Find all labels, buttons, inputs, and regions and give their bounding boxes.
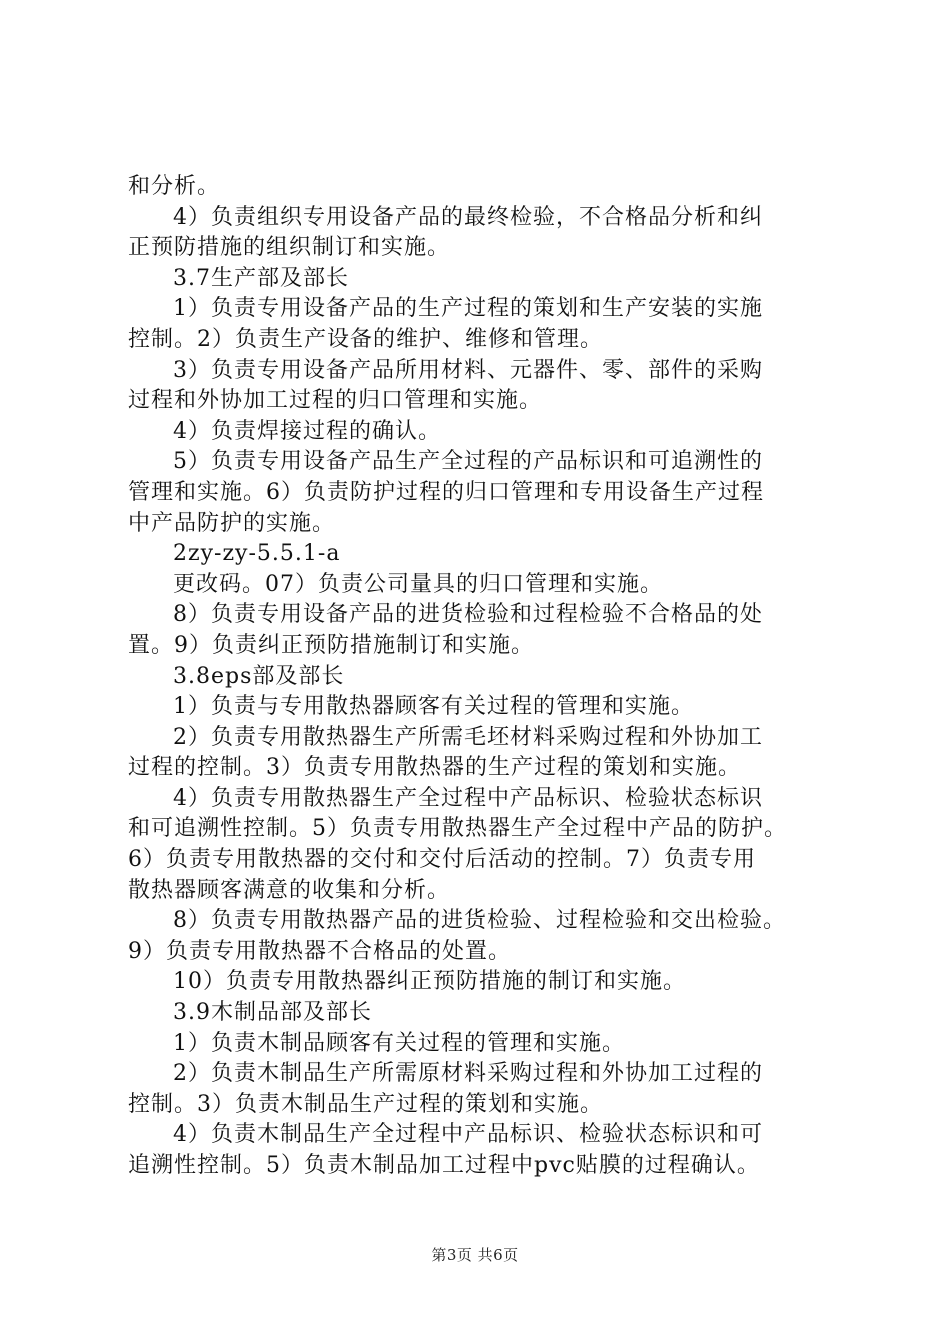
page-footer: 第3页 共6页: [431, 1246, 519, 1264]
text-line: 更改码。07）负责公司量具的归口管理和实施。: [173, 571, 663, 597]
text-line: 正预防措施的组织制订和实施。: [128, 235, 451, 261]
text-line: 过程的控制。3）负责专用散热器的生产过程的策划和实施。: [128, 755, 741, 781]
text-line: 4）负责木制品生产全过程中产品标识、检验状态标识和可: [173, 1122, 763, 1148]
text-line: 4）负责组织专用设备产品的最终检验，不合格品分析和纠: [173, 204, 763, 230]
text-line: 4）负责焊接过程的确认。: [173, 418, 441, 444]
text-line: 置。9）负责纠正预防措施制订和实施。: [128, 632, 534, 658]
text-line: 6）负责专用散热器的交付和交付后活动的控制。7）负责专用: [128, 847, 756, 873]
text-line: 过程和外协加工过程的归口管理和实施。: [128, 388, 543, 414]
text-line: 和可追溯性控制。5）负责专用散热器生产全过程中产品的防护。: [128, 816, 787, 842]
text-line: 散热器顾客满意的收集和分析。: [128, 877, 451, 903]
text-line: 和分析。: [128, 174, 221, 199]
text-line: 控制。2）负责生产设备的维护、维修和管理。: [128, 326, 603, 352]
text-line: 8）负责专用散热器产品的进货检验、过程检验和交出检验。: [173, 908, 786, 934]
text-line: 1）负责木制品顾客有关过程的管理和实施。: [173, 1030, 625, 1056]
text-line: 1）负责专用设备产品的生产过程的策划和生产安装的实施: [173, 296, 763, 322]
text-line: 9）负责专用散热器不合格品的处置。: [128, 938, 511, 964]
text-line: 1）负责与专用散热器顾客有关过程的管理和实施。: [173, 694, 694, 720]
text-line: 3）负责专用设备产品所用材料、元器件、零、部件的采购: [173, 357, 763, 383]
text-line: 管理和实施。6）负责防护过程的归口管理和专用设备生产过程: [128, 479, 764, 505]
text-line: 2）负责专用散热器生产所需毛坯材料采购过程和外协加工: [173, 724, 763, 750]
text-line: 控制。3）负责木制品生产过程的策划和实施。: [128, 1091, 603, 1117]
document-body: [128, 172, 840, 1182]
text-line: 5）负责专用设备产品生产全过程的产品标识和可追溯性的: [173, 449, 763, 475]
text-line: 4）负责专用散热器生产全过程中产品标识、检验状态标识: [173, 785, 763, 811]
text-line: 3.9木制品部及部长: [173, 1000, 372, 1026]
text-line: 2）负责木制品生产所需原材料采购过程和外协加工过程的: [173, 1061, 763, 1087]
text-line: 2zy-zy-5.5.1-a: [173, 541, 341, 567]
text-line: 10）负责专用散热器纠正预防措施的制订和实施。: [173, 969, 686, 995]
text-line: 3.8eps部及部长: [173, 663, 345, 689]
text-line: 3.7生产部及部长: [173, 265, 349, 291]
text-line: 8）负责专用设备产品的进货检验和过程检验不合格品的处: [173, 602, 763, 628]
text-line: 追溯性控制。5）负责木制品加工过程中pvc贴膜的过程确认。: [128, 1153, 760, 1178]
text-line: 中产品防护的实施。: [128, 510, 336, 536]
